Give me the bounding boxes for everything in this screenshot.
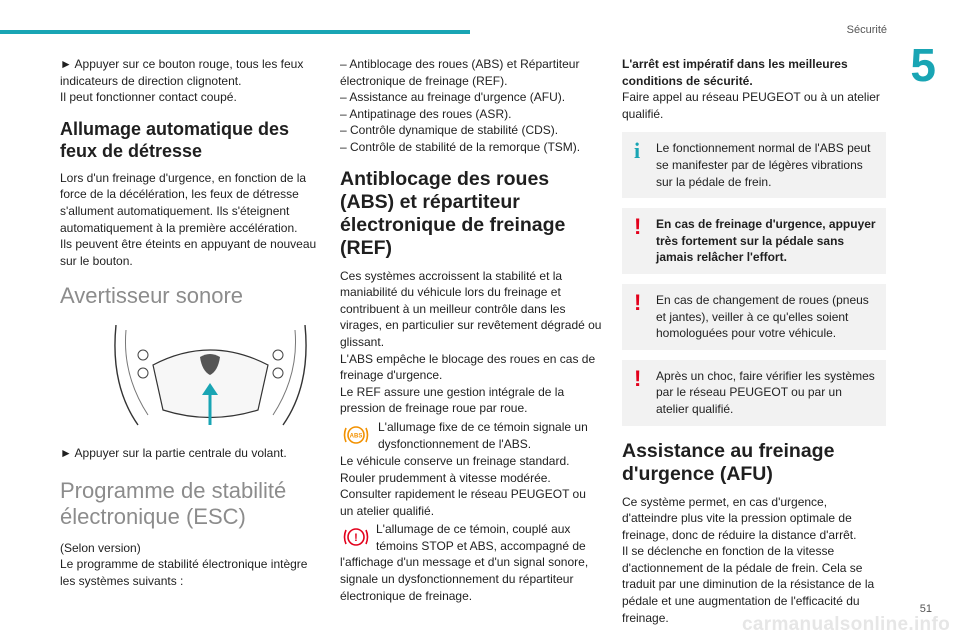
paragraph: Lors d'un freinage d'urgence, en fonction de la force de la décélération, les feux de détresse s'allument automatiquement. Ils s'éteignent automatiquement à la première accélération. <box>60 170 307 235</box>
brake-warning-icon <box>342 523 370 551</box>
column-1 <box>60 56 320 589</box>
header-accent-bar <box>0 30 470 34</box>
heading-esc: Programme de stabilité électronique (ESC) <box>60 477 287 529</box>
info-icon: i <box>634 138 641 164</box>
paragraph: ► Appuyer sur la partie centrale du volant. <box>60 445 287 460</box>
brake-icon-label: ! <box>354 532 358 545</box>
chapter-number: 5 <box>910 39 936 91</box>
paragraph: L'allumage fixe de ce témoin signale un dysfonctionnement de l'ABS. <box>378 419 588 451</box>
heading-afu: Assistance au freinage d'urgence (AFU) <box>622 439 835 485</box>
warning-icon: ! <box>634 214 642 240</box>
steering-wheel-illustration <box>108 325 313 430</box>
paragraph: Rouler prudemment à vitesse modérée. <box>340 470 551 485</box>
warning-note <box>622 284 886 350</box>
note-text: Après un choc, faire vérifier les systèmes par le réseau PEUGEOT ou par un atelier qualifié. <box>656 368 875 416</box>
note-text: Le fonctionnement normal de l'ABS peut se manifester par de légères vibrations sur la pédale de frein. <box>656 141 871 189</box>
paragraph: Il se déclenche en fonction de la vitesse d'actionnement de la pédale de frein. Cela se traduit par une diminution de la résistance de la pédale et une augmentation de l'efficacité du freinage. <box>622 544 875 625</box>
paragraph: (Selon version) <box>60 540 141 555</box>
paragraph: Ils peuvent être éteints en appuyant de nouveau sur le bouton. <box>60 237 317 268</box>
abs-warning-icon <box>342 421 370 449</box>
paragraph: Faire appel au réseau PEUGEOT ou à un atelier qualifié. <box>622 90 880 121</box>
heading-auto-hazard: Allumage automatique des feux de détresse <box>60 118 290 161</box>
warning-icon: ! <box>634 365 642 391</box>
heading-horn: Avertisseur sonore <box>60 283 244 309</box>
warning-note <box>622 360 886 426</box>
paragraph: Le véhicule conserve un freinage standard. <box>340 453 570 468</box>
note-text: En cas de freinage d'urgence, appuyer très fortement sur la pédale sans jamais relâcher l'effort. <box>656 217 876 265</box>
note-text: En cas de changement de roues (pneus et jantes), veiller à ce qu'elles soient homologuées pour votre véhicule. <box>656 292 869 341</box>
paragraph-bold: L'arrêt est impératif dans les meilleures conditions de sécurité. <box>622 57 848 88</box>
list-item: – Antiblocage des roues (ABS) et Répartiteur électronique de freinage (REF). <box>340 57 580 88</box>
section-title: Sécurité <box>846 24 887 36</box>
list-item: – Contrôle dynamique de stabilité (CDS). <box>340 123 559 138</box>
watermark: carmanualsonline.info <box>742 614 950 635</box>
paragraph: Le programme de stabilité électronique intègre les systèmes suivants : <box>60 557 308 588</box>
info-note <box>622 132 886 198</box>
brake-warning-block <box>340 521 602 604</box>
list-item: – Assistance au freinage d'urgence (AFU). <box>340 90 566 105</box>
abs-warning-block <box>340 419 602 453</box>
warning-icon: ! <box>634 289 642 315</box>
paragraph: Ces systèmes accroissent la stabilité et la maniabilité du véhicule lors du freinage et contribuent à un meilleur contrôle dans les virages, en particulier sur revêtement dégradé ou glissant. <box>340 268 602 349</box>
paragraph: Consulter rapidement le réseau PEUGEOT ou un atelier qualifié. <box>340 487 586 518</box>
paragraph: Il peut fonctionner contact coupé. <box>60 90 237 105</box>
list-item: – Contrôle de stabilité de la remorque (TSM). <box>340 139 581 154</box>
column-2 <box>340 56 602 604</box>
list-item: – Antipatinage des roues (ASR). <box>340 106 512 121</box>
paragraph: Ce système permet, en cas d'urgence, d'atteindre plus vite la pression optimale de freinage, donc de réduire la distance d'arrêt. <box>622 494 857 542</box>
heading-abs-ref: Antiblocage des roues (ABS) et répartiteur électronique de freinage (REF) <box>340 167 566 259</box>
paragraph: Le REF assure une gestion intégrale de la pression de freinage roue par roue. <box>340 384 565 416</box>
abs-icon-label: ABS <box>349 433 363 440</box>
paragraph: L'allumage de ce témoin, couplé aux témoins STOP et ABS, accompagné de l'affichage d'un message et d'un signal sonore, signale un dysfonctionnement du répartiteur électronique de freinage. <box>340 522 589 603</box>
column-3 <box>622 56 886 626</box>
paragraph: ► Appuyer sur ce bouton rouge, tous les feux indicateurs de direction clignotent. <box>60 57 304 88</box>
page-number: 51 <box>919 603 932 615</box>
paragraph: L'ABS empêche le blocage des roues en cas de freinage d'urgence. <box>340 351 596 383</box>
warning-note <box>622 208 886 274</box>
